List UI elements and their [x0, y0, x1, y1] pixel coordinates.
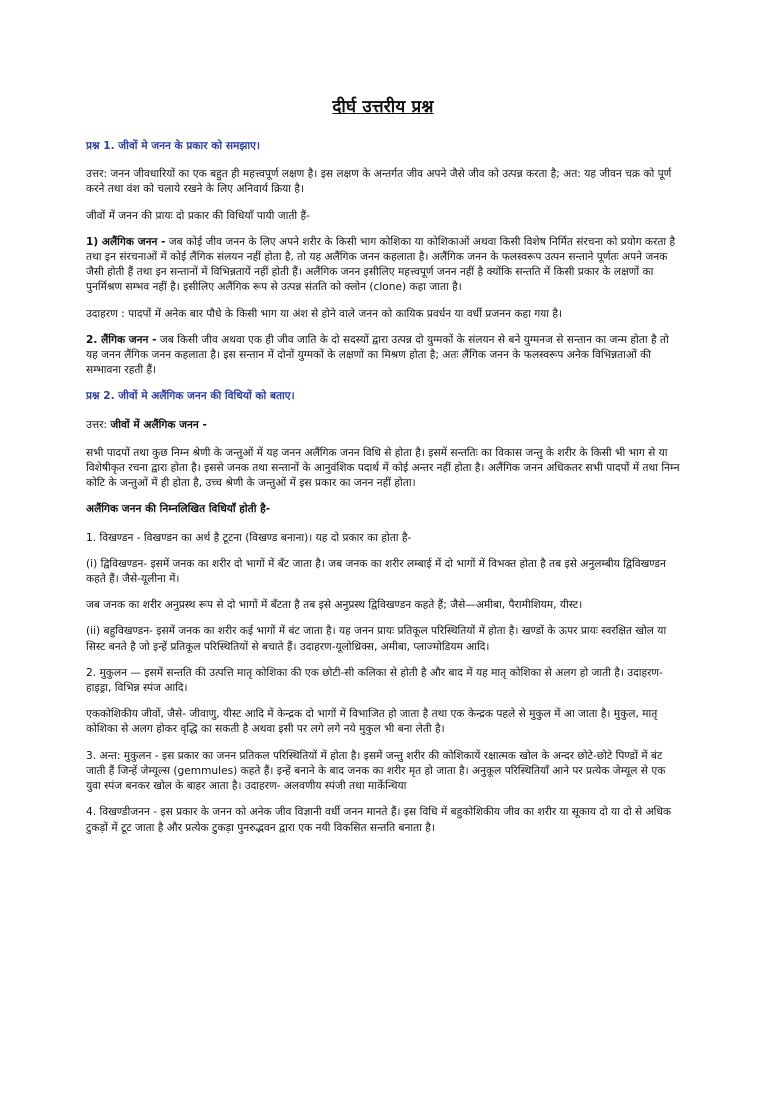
question-1: प्रश्न 1. जीवों मे जनन के प्रकार को समझाए। [86, 140, 260, 152]
example-paragraph: उदाहरण : पादपों में अनेक बार पौधे के किसी भाग या अंश से होने वाले जनन को कायिक प्रवर्धन या वर्धी प्रजनन कहा गया है। [86, 307, 563, 320]
page-title: दीर्घ उत्तरीय प्रश्न [332, 97, 434, 117]
question-2: प्रश्न 2. जीवों मे अलैंगिक जनन की विधियों को बताए। [86, 390, 295, 403]
method-1a: (i) द्विविखण्डन- इसमें जनक का शरीर दो भागों में बँट जाता है। जब जनक का शरीर लम्बाई में दो भागों में विभक्त होता है तब इसे अनुलम्बीय द्विविखण्डन कहते हैं। जैसे-यूलीना में। [86, 557, 666, 586]
method-2: 2. मुकुलन — इसमें सन्तति की उत्पत्ति मातृ कोशिका की एक छोटी-सी कलिका से होती है और बाद में यह मातृ कोशिका से अलग हो जाती है। उदाहरण-हाइड्रा, विभिन्न स्पंज आदि। [86, 666, 663, 695]
method-4: 4. विखण्डीजनन - इस प्रकार के जनन को अनेक जीव विज्ञानी वर्धी जनन मानते हैं। इस विधि में बहुकोशिकीय जीव का शरीर या सूकाय दो या दो से अधिक टुकड़ों में टूट जाता है और प्रत्येक टुकड़ा पुनरुद्भवन द्वारा एक नयी विकसित सन्तति बनाता है। [86, 806, 672, 834]
answer-2: सभी पादपों तथा कुछ निम्न श्रेणी के जन्तुओं में यह जनन अलैंगिक जनन विधि से होता है। इसमें सन्ततिः का विकास जन्तु के शरीर के किसी भी भाग से या विशेषीकृत रचना द्वारा होता है। इससे जनक तथा सन्तानों के आनुवंशिक पदार्थ में कोई अन्तर नहीं होता है। अलैंगिक जनन अधिकतर सभी पादपों में तथा निम्न कोटि के जन्तुओं में ही होता है, उच्च श्रेणी के जन्तुओं में इस प्रकार का जनन नहीं होता। [86, 446, 680, 490]
method-2b: एककोशिकीय जीवों, जैसे- जीवाणु, यीस्ट आदि में केन्द्रक दो भागों में विभाजित हो जाता है तथा एक केन्द्रक पहले से मुकुल में आ जाता है। मुकुल, मातृ कोशिका से अलग होकर वृद्धि का सकती है अथवा इसी पर लगे लगे नये मुकुल भी बना लेती है। [86, 708, 658, 736]
sexual-paragraph [86, 333, 680, 379]
answer-2-prefix: उत्तर: [86, 418, 111, 431]
answer-2-heading [86, 418, 680, 433]
answer-2-bold: जीवों में अलैंगिक जनन - [110, 418, 207, 431]
methods-heading: अलैंगिक जनन की निम्नलिखित विधियाँ होती है- [86, 503, 271, 516]
answer-1: उत्तर: जनन जीवधारियों का एक बहुत ही महत्त्वपूर्ण लक्षण है। इस लक्षण के अन्तर्गत जीव अपने जैसे जीव को उत्पन्न करता है; अत: यह जीवन चक्र को पूर्ण करने तथा वंश को चलाये रखने के लिए अनिवार्य क्रिया है। [86, 168, 672, 196]
sexual-text: जब किसी जीव अथवा एक ही जीव जाति के दो सदस्यों द्वारा उत्पन्न दो युग्मकों के संलयन से बने युग्मनज से सन्तान का जन्म होता है तो यह जनन लैंगिक जनन कहलाता है। इस सन्तान में दोनों युग्मकों के लक्षणों का मिश्रण होता है; अतः लैंगिक जनन के फलस्वरूप अनेक विभिन्नताओं की सम्भावना रहती हैं। [86, 333, 669, 377]
method-3: 3. अन्त: मुकुलन - इस प्रकार का जनन प्रतिकल परिस्थितियों में होता है। इसमें जन्तु शरीर की कोशिकायें रक्षात्मक खोल के अन्दर छोटे-छोटे पिण्डों में बंट जाती हैं जिन्हें जेम्यूल्स (gemmules) कहते हैं। इन्हें बनाने के बाद जनक का शरीर मृत हो जाता है। अनुकूल परिस्थितियाँ आने पर प्रत्येक जेम्यूल से एक युवा स्पंज बनकर खोल के बाहर आता है। उदाहरण- अलवणीय स्पंजी तथा मार्केन्थिया [86, 749, 666, 793]
method-1b: जब जनक का शरीर अनुप्रस्थ रूप से दो भागों में बँटता है तब इसे अनुप्रस्थ द्विविखण्डन कहते हैं; जैसे—अमीबा, पैरामीशियम, यीस्ट। [86, 599, 583, 612]
method-1c: (ii) बहुविखण्डन- इसमें जनक का शरीर कई भागों में बंट जाता है। यह जनन प्रायः प्रतिकूल परिस्थितियों में होता है। खण्डों के ऊपर प्रायः स्वरक्षित खोल या सिस्ट बनते है जो इन्हें प्रतिकूल परिस्थितियों से बचाते हैं। उदाहरण-यूलोथ्रिक्स, अमीबा, प्लाज्मोडियम आदि। [86, 625, 667, 653]
method-1: 1. विखण्डन - विखण्डन का अर्थ है टूटना (विखण्ड बनाना)। यह दो प्रकार का होता है- [86, 531, 412, 544]
asexual-paragraph [86, 235, 680, 296]
document-page [0, 94, 768, 1118]
asexual-text: जब कोई जीव जनन के लिए अपने शरीर के किसी भाग कोशिका या कोशिकाओं अथवा किसी विशेष निर्मित संरचना को प्रयोग करता है तथा इन संरचनाओं में कोई लैंगिक संलयन नहीं होता है, तो यह अलैंगिक जनन कहलाता है। अलैंगिक जनन के फलस्वरूप उत्पन सन्ताने पूर्णतः अपने जनक जैसी होती हैं तथा इन सन्तानों में विभिन्नतायें नहीं होती हैं। अलैंगिक जनन इसीलिए महत्त्वपूर्ण जनन नहीं है क्योंकि सन्तति में किसी प्रकार के लक्षणों का पुनर्मिश्रण सम्भव नहीं है। इसीलिए अलैंगिक रूप से उत्पन्न संतति को क्लोन (clone) कहा जाता है। [86, 235, 676, 294]
asexual-heading: 1) अलैंगिक जनन - [86, 235, 166, 248]
reproduction-types-intro: जीवों में जनन की प्रायः दो प्रकार की विधियाँ पायी जाती हैं- [86, 209, 310, 222]
sexual-heading: 2. लैंगिक जनन - [86, 333, 157, 346]
